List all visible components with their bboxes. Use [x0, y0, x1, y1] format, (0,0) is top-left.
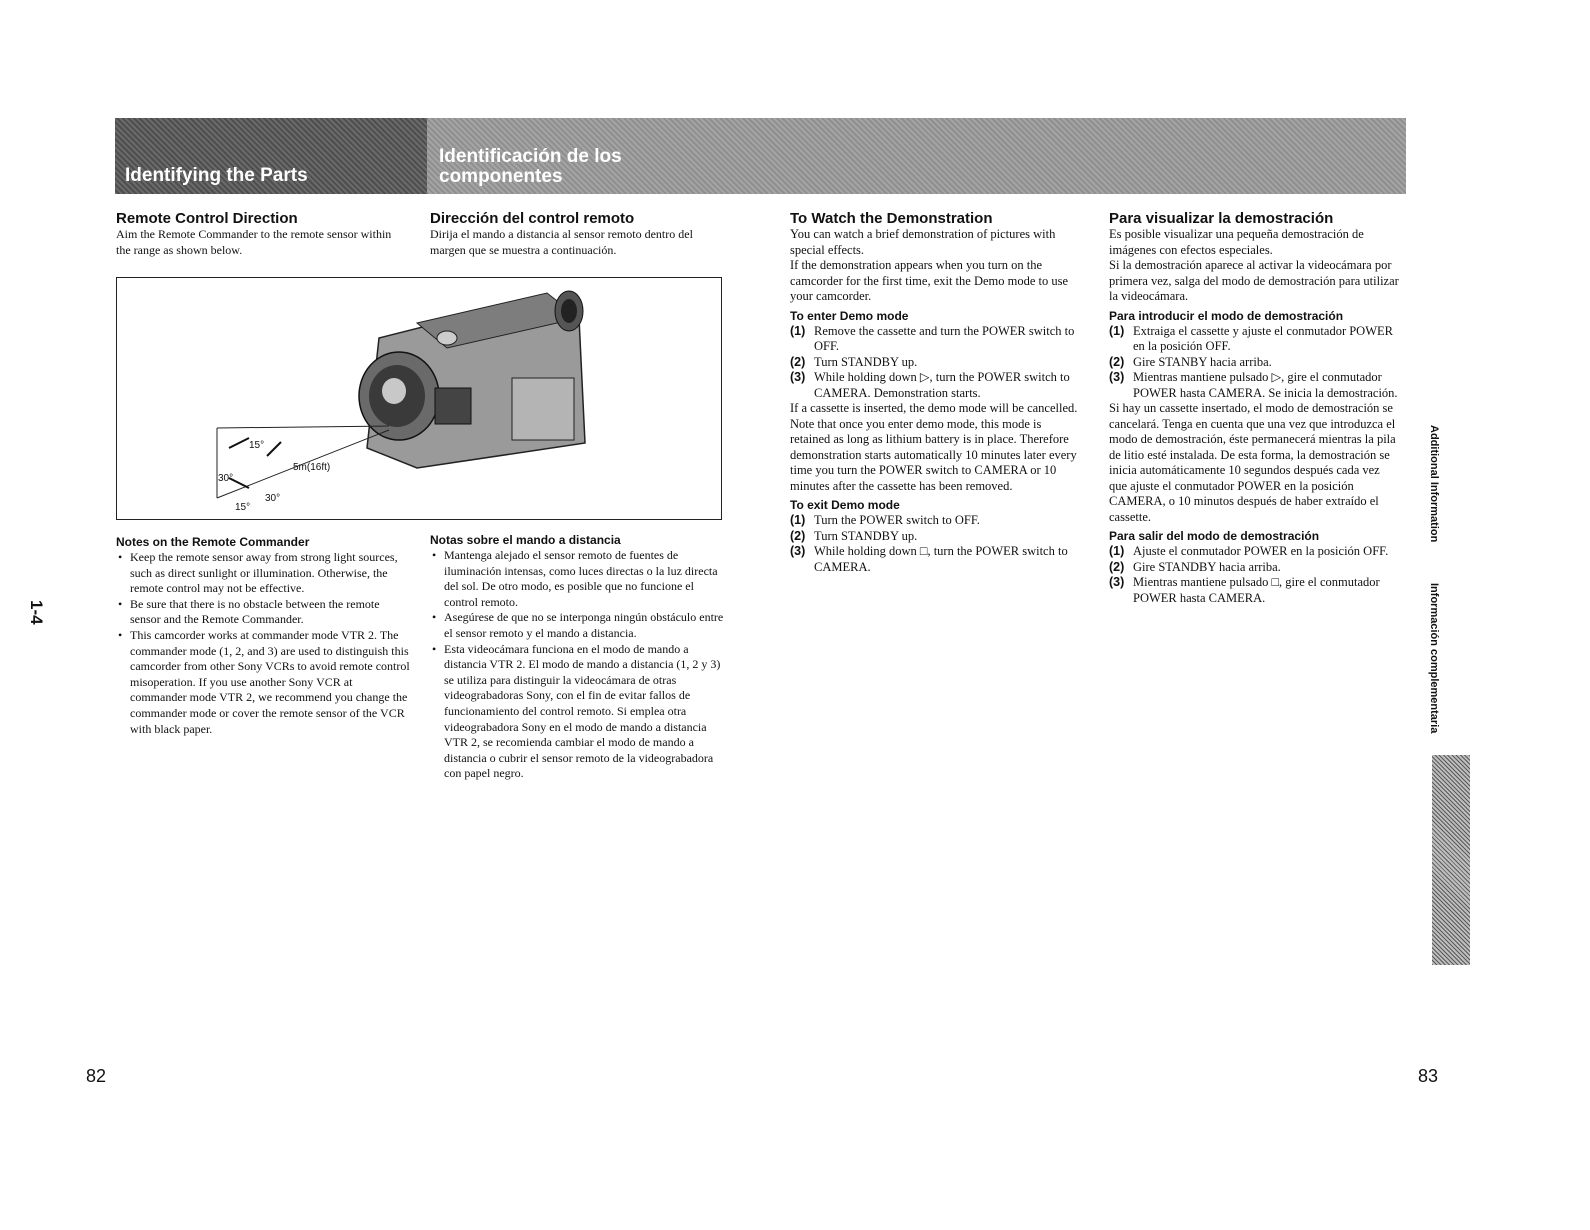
list-item: • This camcorder works at commander mode VTR 2. The commander mode (1, 2, and 3) are used to distinguish this camcorder from other Sony VCRs to avoid remote control misoperation. If you use another Sony VCR at commander mode VTR 2, we recommend you change the commander mode or cover the remote sensor of the VCR with black paper. [116, 628, 411, 737]
subheading-exit: To exit Demo mode [790, 498, 900, 512]
side-label-english: Additional Information [1428, 425, 1440, 543]
angle-label-top: 15° [249, 440, 265, 451]
step-item: (2) Gire STANBY hacia arriba. [1109, 354, 1272, 369]
intro-paragraph: Si la demostración aparece al activar la videocámara por primera vez, salga del modo de demostración para utilizar la videocámara. [1109, 258, 1399, 303]
notes-remote-es [430, 533, 730, 782]
section-heading: To Watch the Demonstration [790, 210, 993, 227]
step-item: (1) Extraiga el cassette y ajuste el conmutador POWER en la posición OFF. [1109, 323, 1393, 353]
notes-list [116, 550, 411, 737]
demonstration-en [790, 210, 1082, 575]
step-item: (2) Turn STANDBY up. [790, 528, 918, 543]
step-item: (3) Mientras mantiene pulsado □, gire el conmutador POWER hasta CAMERA. [1109, 575, 1380, 605]
notes-heading: Notes on the Remote Commander [116, 535, 310, 549]
list-item: • Be sure that there is no obstacle between the remote sensor and the Remote Commander. [116, 597, 411, 628]
intro-paragraph: If the demonstration appears when you turn on the camcorder for the first time, exit the Demo mode to use your camcorder. [790, 258, 1069, 303]
step-item: (2) Gire STANDBY hacia arriba. [1109, 559, 1281, 574]
page-number-right: 83 [1418, 1066, 1439, 1086]
remote-range-figure [116, 277, 722, 520]
section-banner [115, 118, 1406, 194]
side-tab-marker [1432, 755, 1470, 965]
list-item: • Mantenga alejado el sensor remoto de fuentes de iluminación intensas, como luces directas o la luz directa del sol. De otro modo, es posible que no funcione el control remoto. [430, 548, 730, 610]
notes-heading: Notas sobre el mando a distancia [430, 533, 621, 547]
step-item: (2) Turn STANDBY up. [790, 354, 918, 369]
side-label-spanish: Información complementaria [1428, 583, 1440, 734]
subheading-enter: Para introducir el modo de demostración [1109, 308, 1344, 323]
angle-label-bottom: 15° [235, 502, 251, 513]
banner-title-spanish-line2: componentes [439, 166, 563, 187]
section-heading: Remote Control Direction [116, 210, 298, 227]
step-item: (1) Turn the POWER switch to OFF. [790, 513, 980, 527]
banner-title-spanish-line1: Identificación de los [439, 146, 622, 167]
step-item: (3) Mientras mantiene pulsado ▷, gire el conmutador POWER hasta CAMERA. Se inicia la demostración. [1109, 370, 1398, 400]
page-number-left: 82 [86, 1066, 107, 1086]
enter-note: Si hay un cassette insertado, el modo de demostración se cancelará. Tenga en cuenta que una vez que introduzca el modo de demostración, éste permanecerá mientras la pila de litio esté instalada. De esta forma, la demostración se inicia automáticamente 10 segundos después cada vez que ajuste el conmutador POWER en la posición CAMERA, o 10 minutos después de haber extraído el cassette. [1109, 401, 1396, 524]
margin-mark: 1-4 [27, 600, 46, 625]
banner-title-english: Identifying the Parts [125, 165, 308, 186]
demonstration-es [1109, 210, 1399, 606]
camcorder-illustration [117, 278, 721, 519]
step-item: (3) While holding down ▷, turn the POWER switch to CAMERA. Demonstration starts. [790, 370, 1070, 400]
notes-remote-en [116, 535, 411, 737]
distance-label: 5m(16ft) [293, 462, 331, 473]
subheading-exit: Para salir del modo de demostración [1109, 529, 1320, 543]
intro-paragraph: You can watch a brief demonstration of pictures with special effects. [790, 227, 1056, 257]
notes-list [430, 548, 730, 782]
remote-direction-en [116, 210, 406, 258]
subheading-enter: To enter Demo mode [790, 308, 909, 323]
intro-text: Dirija el mando a distancia al sensor remoto dentro del margen que se muestra a continuación. [430, 227, 693, 257]
exit-steps [1109, 544, 1399, 606]
enter-note: If a cassette is inserted, the demo mode will be cancelled. Note that once you enter demo mode, this mode is retained as long as lithium battery is in place. Therefore demonstration starts automatically 10 minutes later every time you turn the POWER switch to CAMERA or 10 minutes after the cassette has been removed. [790, 401, 1078, 493]
list-item: • Asegúrese de que no se interponga ningún obstáculo entre el sensor remoto y el mando a distancia. [430, 610, 730, 641]
step-item: (1) Ajuste el conmutador POWER en la posición OFF. [1109, 544, 1389, 558]
list-item: • Esta videocámara funciona en el modo de mando a distancia VTR 2. El modo de mando a distancia (1, 2 y 3) se utiliza para distinguir la videocámara de otras videograbadoras Sony, con el fin de evitar fallos de funcionamiento del control remoto. Si emplea otra videograbadora Sony en el modo de mando a distancia VTR 2, se recomienda cambiar el modo de mando a distancia o cubrir el sensor remoto de la videograbadora con papel negro. [430, 642, 730, 782]
intro-text: Aim the Remote Commander to the remote sensor within the range as shown below. [116, 227, 392, 257]
section-heading: Dirección del control remoto [430, 210, 635, 227]
step-item: (3) While holding down □, turn the POWER switch to CAMERA. [790, 544, 1068, 574]
step-item: (1) Remove the cassette and turn the POWER switch to OFF. [790, 323, 1075, 353]
exit-steps [790, 513, 1082, 575]
remote-direction-es [430, 210, 705, 258]
section-heading: Para visualizar la demostración [1109, 210, 1334, 227]
intro-paragraph: Es posible visualizar una pequeña demostración de imágenes con efectos especiales. [1109, 227, 1364, 257]
angle-label-right: 30° [265, 493, 281, 504]
list-item: • Keep the remote sensor away from strong light sources, such as direct sunlight or illumination. Otherwise, the remote control may not be effective. [116, 550, 411, 597]
angle-label-left: 30° [218, 473, 234, 484]
enter-steps [790, 324, 1082, 402]
enter-steps [1109, 324, 1399, 402]
